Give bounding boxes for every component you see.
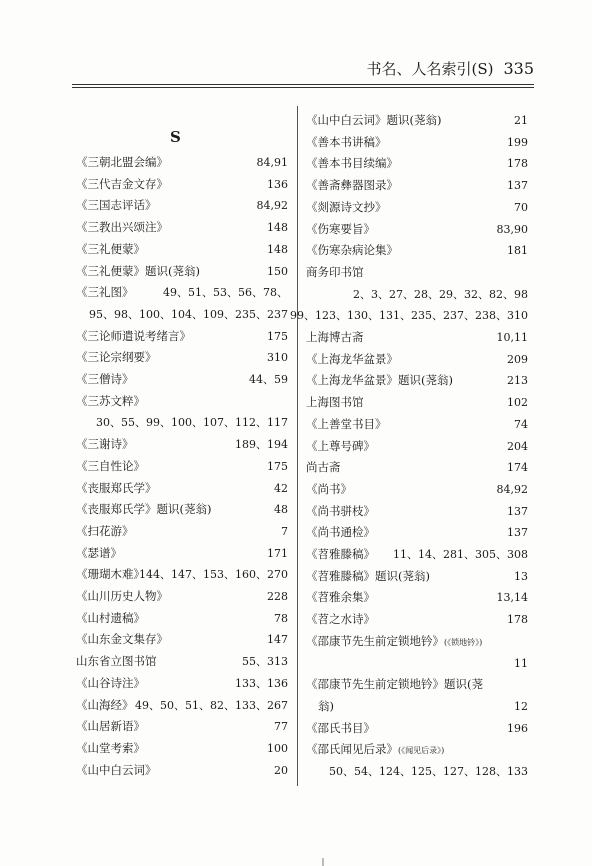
- entry-title: 《尚书》: [306, 481, 352, 496]
- index-entry: [306, 240, 528, 261]
- entry-pages: 174: [507, 461, 528, 475]
- entry-pages: 11、14、281、305、308: [393, 548, 528, 561]
- entry-pages: 150: [267, 264, 288, 278]
- index-entry: [306, 392, 528, 413]
- entry-title: 《上海龙华盆景》题识(荛翁): [306, 373, 453, 388]
- entry-title: 商务印书馆: [306, 264, 364, 279]
- entry-pages: 178: [507, 157, 528, 171]
- entry-title: 《丧服郑氏学》: [76, 480, 157, 495]
- entry-pages: 49、50、51、82、133、267: [135, 698, 288, 712]
- entry-pages: 148: [267, 221, 288, 235]
- entry-title: 《苕之水诗》: [306, 612, 375, 627]
- entry-title: 《三自性论》: [76, 458, 145, 473]
- entry-title: 《苕雅滕稿》题识(荛翁): [306, 568, 430, 583]
- index-entry: [306, 262, 528, 283]
- entry-pages: 13,14: [496, 591, 528, 605]
- entry-pages: 42: [274, 481, 288, 495]
- index-entry: [306, 501, 528, 522]
- index-entry: [76, 564, 288, 585]
- index-entry: [76, 478, 288, 499]
- entry-pages: 204: [507, 439, 528, 453]
- index-entry: [306, 544, 528, 565]
- entry-pages: 228: [267, 590, 288, 603]
- entry-pages: 84,91: [256, 156, 288, 169]
- column-divider: [297, 106, 298, 786]
- entry-title: 《扫花游》: [76, 523, 134, 538]
- header-rule-bottom: [72, 87, 534, 88]
- entry-title: 《三论师遣说考绪言》: [76, 328, 191, 343]
- entry-pages: 181: [507, 244, 528, 258]
- entry-title: 尚古斋: [306, 460, 341, 475]
- entry-pages: 78: [274, 611, 288, 625]
- entry-pages: 77: [274, 720, 288, 734]
- entry-pages: 49、51、53、56、78、: [163, 286, 288, 300]
- entry-pages: 137: [507, 526, 528, 540]
- entry-title: 《三僧诗》: [76, 372, 134, 386]
- index-entry: [76, 499, 288, 520]
- index-entry: [76, 369, 288, 390]
- index-entry: [76, 195, 288, 216]
- entry-pages: 213: [507, 374, 528, 388]
- entry-pages: 7: [281, 524, 288, 538]
- entry-title: 《邵康节先生前定锁地钤》(《锁地钤》): [306, 633, 483, 648]
- entry-pages: 196: [507, 721, 528, 735]
- entry-pages: 83,90: [496, 222, 528, 236]
- entry-title: 《剡源诗文抄》: [306, 199, 387, 214]
- entry-title: 《邵氏书目》: [306, 720, 375, 735]
- entry-title: 《善斋彝器图录》: [306, 178, 398, 193]
- index-entry: [76, 586, 288, 607]
- entry-pages: 84,92: [256, 199, 288, 213]
- entry-title: 《珊瑚木难》: [76, 567, 145, 582]
- index-entry: [76, 347, 288, 368]
- entry-note: (《闻见后录》): [398, 746, 445, 756]
- entry-title: 《山堂考索》: [76, 740, 145, 755]
- scan-mark: [322, 858, 324, 866]
- entry-title: 《丧服郑氏学》题识(荛翁): [76, 502, 212, 517]
- index-entry: [76, 760, 288, 781]
- index-entry: [306, 436, 528, 457]
- entry-title: 《山居新语》: [76, 719, 145, 734]
- index-entry: [306, 739, 528, 760]
- index-entry: [76, 738, 288, 759]
- entry-title: 翁): [318, 698, 334, 713]
- entry-title: 《山东金文集存》: [76, 632, 168, 647]
- entry-title: 《上善堂书目》: [306, 416, 387, 431]
- entry-pages: 100: [267, 741, 288, 755]
- entry-pages: 175: [267, 329, 288, 343]
- index-entry-continuation: 99、123、130、131、235、237、238、310: [290, 309, 528, 323]
- entry-title: 《伤寒要旨》: [306, 221, 375, 236]
- index-entry: [76, 152, 288, 173]
- index-entry: [76, 521, 288, 542]
- index-entry-continuation: 50、54、124、125、127、128、133: [329, 765, 528, 778]
- entry-title: 《三教出兴颂注》: [76, 220, 168, 235]
- index-entry: [76, 434, 288, 455]
- entry-pages: 136: [267, 177, 288, 191]
- entry-title: 《尚书骈枝》: [306, 503, 375, 518]
- index-entry: [306, 175, 528, 196]
- index-entry-continuation: 2、3、27、28、29、32、82、98: [353, 287, 528, 301]
- index-entry: [76, 695, 288, 716]
- entry-pages: 48: [274, 503, 288, 517]
- index-entry: [306, 197, 528, 218]
- entry-title: 《三礼便蒙》: [76, 241, 145, 256]
- entry-pages: 74: [514, 417, 528, 431]
- entry-title: 山东省立图书馆: [76, 654, 157, 669]
- index-entry: [306, 457, 528, 478]
- entry-title: 《邵氏闻见后录》(《闻见后录》): [306, 742, 445, 757]
- index-entry: [306, 522, 528, 543]
- entry-title: 《伤寒杂病论集》: [306, 243, 398, 258]
- entry-title: 《三朝北盟会编》: [76, 155, 168, 169]
- header-title: 书名、人名索引(S): [366, 60, 494, 78]
- entry-title: 《瑟谱》: [76, 545, 122, 560]
- entry-pages: 178: [507, 613, 528, 627]
- entry-pages: 13: [514, 569, 528, 583]
- index-entry: [306, 370, 528, 391]
- entry-title: 上海博古斋: [306, 330, 364, 344]
- entry-pages: 102: [507, 396, 528, 410]
- section-letter: S: [170, 128, 181, 146]
- entry-pages: 144、147、153、160、270: [139, 568, 288, 582]
- entry-title: 《山川历史人物》: [76, 589, 168, 603]
- entry-title: 《山中白云词》题识(荛翁): [306, 113, 442, 127]
- entry-title: 《苕雅余集》: [306, 590, 375, 605]
- index-entry-continuation: 30、55、99、100、107、112、117: [96, 416, 288, 430]
- index-entry: [76, 673, 288, 694]
- index-entry: [306, 674, 528, 695]
- entry-pages: 133、136: [235, 676, 288, 690]
- entry-title: 《苕雅滕稿》: [306, 547, 375, 561]
- entry-pages: 84,92: [496, 482, 528, 496]
- index-entry-continuation: 95、98、100、104、109、235、237: [89, 307, 288, 321]
- index-entry: [306, 110, 528, 131]
- entry-title: 《善本书目续编》: [306, 156, 398, 171]
- index-entry: [306, 414, 528, 435]
- index-entry: [306, 132, 528, 153]
- entry-title: 《三礼便蒙》题识(荛翁): [76, 263, 200, 278]
- index-entry-continuation: 11: [514, 656, 528, 670]
- index-entry: [76, 217, 288, 238]
- entry-title: 《山村遗稿》: [76, 610, 145, 625]
- entry-pages: 70: [514, 200, 528, 214]
- entry-title: 《上海龙华盆景》: [306, 351, 398, 366]
- entry-title: 《三谢诗》: [76, 437, 134, 452]
- index-entry: [306, 479, 528, 500]
- entry-pages: 209: [507, 352, 528, 366]
- entry-pages: 147: [267, 633, 288, 647]
- entry-title: 《山海经》: [76, 697, 134, 712]
- entry-pages: 20: [274, 763, 288, 777]
- entry-title: 《三礼图》: [76, 285, 134, 300]
- header-rule-top: [72, 84, 534, 85]
- index-entry: [306, 219, 528, 240]
- index-entry: [306, 153, 528, 174]
- page-number: 335: [503, 59, 534, 78]
- index-entry: [306, 566, 528, 587]
- index-entry: [306, 631, 528, 652]
- entry-title: 《善本书讲稿》: [306, 134, 387, 149]
- entry-pages: 10,11: [496, 331, 528, 344]
- entry-title: 上海图书馆: [306, 395, 364, 410]
- index-entry: [76, 651, 288, 672]
- entry-title: 《山谷诗注》: [76, 675, 145, 690]
- entry-pages: 55、313: [242, 655, 288, 669]
- entry-pages: 137: [507, 179, 528, 193]
- index-entry: [76, 629, 288, 650]
- index-entry: [306, 609, 528, 630]
- entry-pages: 137: [507, 504, 528, 518]
- index-entry: [76, 326, 288, 347]
- entry-title: 《邵康节先生前定锁地钤》题识(荛: [306, 677, 483, 692]
- entry-title: 《尚书通检》: [306, 525, 375, 540]
- index-entry: [306, 718, 528, 739]
- entry-title: 《三国志评话》: [76, 198, 157, 213]
- entry-pages: 12: [514, 699, 528, 713]
- index-entry: [76, 174, 288, 195]
- entry-pages: 44、59: [249, 373, 288, 386]
- index-entry: [76, 608, 288, 629]
- entry-pages: 310: [267, 351, 288, 365]
- entry-pages: 189、194: [235, 438, 288, 452]
- index-entry: [306, 327, 528, 348]
- entry-pages: 175: [267, 459, 288, 473]
- index-entry: [76, 543, 288, 564]
- index-entry: [306, 587, 528, 608]
- index-entry: [76, 456, 288, 477]
- index-entry: [76, 391, 288, 412]
- entry-note: (《锁地钤》): [444, 637, 483, 647]
- entry-title: 《三苏文粹》: [76, 393, 145, 408]
- index-entry: [76, 282, 288, 303]
- entry-title: 《上尊号碑》: [306, 438, 375, 453]
- entry-pages: 171: [267, 546, 288, 560]
- entry-title: 《三代吉金文存》: [76, 176, 168, 191]
- entry-pages: 21: [514, 114, 528, 127]
- index-entry: [306, 349, 528, 370]
- index-entry: [76, 261, 288, 282]
- index-entry: [76, 239, 288, 260]
- entry-title: 《三论宗纲要》: [76, 350, 157, 365]
- entry-title: 《山中白云词》: [76, 762, 157, 777]
- index-entry: [76, 716, 288, 737]
- entry-pages: 148: [267, 242, 288, 256]
- running-header: [366, 58, 534, 79]
- entry-pages: 199: [507, 135, 528, 149]
- index-entry: [306, 696, 528, 717]
